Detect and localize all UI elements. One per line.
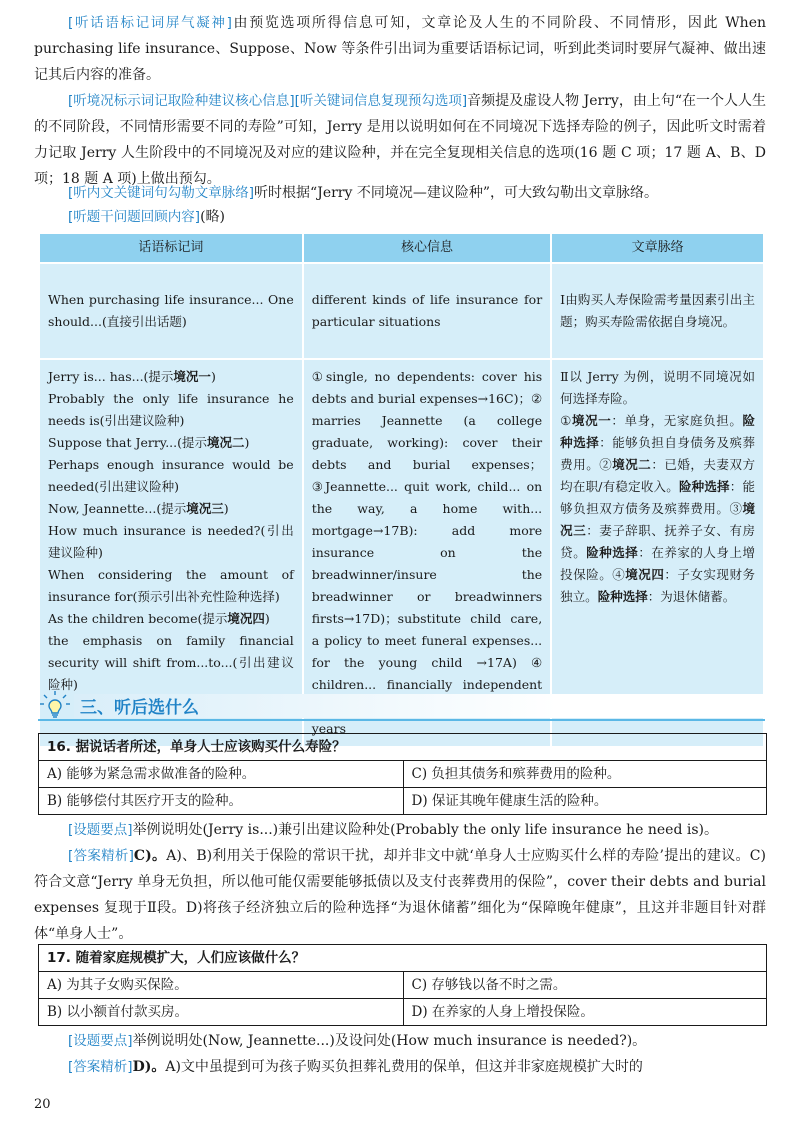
outline-num: ① bbox=[560, 413, 572, 428]
outline-situation: 境况四 bbox=[625, 567, 665, 582]
outline-policy-label: 险种选择 bbox=[678, 479, 730, 494]
paragraph-text: 举例说明处(Jerry is...)兼引出建议险种处(Probably the only life insurance he need is)。 bbox=[132, 822, 718, 838]
outline-text: ：已婚，夫妻双方均在职/有稳定收入。 bbox=[560, 457, 755, 494]
marker-situation: 境况四 bbox=[227, 611, 265, 626]
column-header: 核心信息 bbox=[303, 233, 551, 263]
column-header: 话语标记词 bbox=[39, 233, 303, 263]
table-cell-info: ①single, no dependents: cover his debts and burial expenses→16C)；② marries Jeannette (a college graduate, working): cover their debts and burial expenses；③Jeannette... quit work, child... on the way, a home with... mortgage→17B): add more insurance on the breadwinner/insure the breadwinner or breadwinners firsts→17D)；substitute child care, a policy to meet funeral expenses... for the young child →17A) ④ children... financially independent years bbox=[303, 359, 551, 747]
tag-label: [ 设题要点 ] bbox=[68, 1033, 133, 1049]
tag-label: [ 设题要点 ] bbox=[68, 822, 133, 838]
outline-policy-label: 险种选择 bbox=[597, 589, 648, 604]
options-row bbox=[39, 760, 766, 787]
tag-label: [ 听内文关键词句勾勒文章脉络 ] bbox=[68, 185, 254, 201]
outline-situation: 境况二 bbox=[612, 457, 652, 472]
option-c: C) 负担其债务和殡葬费用的险种。 bbox=[403, 761, 767, 787]
options-row bbox=[39, 971, 766, 998]
option-d: D) 保证其晚年健康生活的险种。 bbox=[403, 788, 767, 814]
page-number: 20 bbox=[34, 1097, 51, 1112]
marker-text: Probably the only life insurance he needs is(引出建议险种) bbox=[48, 391, 294, 428]
marker-text: Now, Jeannette...(提示 bbox=[48, 501, 187, 516]
outline-body bbox=[560, 410, 755, 608]
outline-num: ③ bbox=[729, 501, 743, 516]
intro-paragraph-3 bbox=[34, 180, 766, 206]
marker-situation: 境况一 bbox=[173, 369, 211, 384]
tag-label: [ 听境况标示词记取险种建议核心信息 ] bbox=[68, 93, 295, 109]
table-cell-outline: Ⅰ由购买人寿保险需考量因素引出主题；购买寿险需依据自身境况。 bbox=[551, 263, 764, 359]
column-header: 文章脉络 bbox=[551, 233, 764, 263]
intro-paragraph-2 bbox=[34, 88, 766, 192]
lightbulb-icon bbox=[38, 690, 72, 720]
question-stem-row bbox=[39, 734, 766, 760]
marker-item bbox=[48, 498, 294, 520]
marker-text-end: ) bbox=[223, 501, 229, 516]
intro-paragraph-4 bbox=[34, 204, 766, 230]
paragraph-text: A)、B)利用关于保险的常识干扰，却并非文中就‘单身人士应购买什么样的寿险’提出的建议。C) 符合文意“Jerry 单身无负担，所以他可能仅需要能够抵债以及支付丧葬费用的保险”，cover their debts and burial expenses 复现于Ⅱ段。D)将孩子经济独立后的险种选择“为退休储蓄”细化为“保障晚年健康”，且这并非题目针对群体“单身人士”。 bbox=[34, 848, 766, 942]
marker-item bbox=[48, 454, 294, 498]
paragraph-text: 听时根据“Jerry 不同境况—建议险种”，可大致勾勒出文章脉络。 bbox=[254, 185, 659, 201]
outline-list bbox=[560, 366, 755, 608]
marker-text: the emphasis on family financial security will shift from...to...(引出建议险种) bbox=[48, 633, 294, 692]
question-17-box bbox=[38, 944, 767, 1026]
marker-text-end: ) bbox=[210, 369, 216, 384]
marker-text: How much insurance is needed?(引出建议险种) bbox=[48, 523, 294, 560]
q16-key-point bbox=[34, 817, 766, 843]
outline-policy-text: ：在养家的人身上增投保险。 bbox=[560, 545, 755, 582]
tag-label: [ 答案精析 ] bbox=[68, 1059, 133, 1075]
q17-key-point bbox=[34, 1028, 766, 1054]
marker-item bbox=[48, 432, 294, 454]
paragraph-text: (略) bbox=[200, 209, 225, 225]
outline-num: ② bbox=[599, 457, 613, 472]
question-stem: 17. 随着家庭规模扩大，人们应该做什么？ bbox=[47, 950, 306, 966]
outline-situation: 境况三 bbox=[560, 501, 755, 538]
outline-num: ④ bbox=[612, 567, 626, 582]
tag-label: [ 听关键词信息复现预勾选项 ] bbox=[295, 93, 468, 109]
q17-answer-analysis bbox=[34, 1054, 766, 1080]
tag-label: [ 听话语标记词屏气凝神 ] bbox=[68, 15, 232, 31]
outline-policy-label: 险种选择 bbox=[560, 413, 755, 450]
section-underline bbox=[38, 719, 765, 721]
marker-item bbox=[48, 366, 294, 388]
options-row bbox=[39, 998, 766, 1025]
answer-letter: D)。 bbox=[132, 1059, 166, 1075]
marker-situation: 境况二 bbox=[207, 435, 245, 450]
question-stem: 16. 据说话者所述，单身人士应该购买什么寿险？ bbox=[47, 739, 346, 755]
outline-text: ：子女实现财务独立。 bbox=[560, 567, 755, 604]
outline-text: ：妻子辞职、抚养子女、有房贷。 bbox=[560, 523, 755, 560]
options-row bbox=[39, 787, 766, 814]
section-title: 三、听后选什么 bbox=[80, 698, 199, 718]
outline-policy-text: ：能够负担双方债务及殡葬费用。 bbox=[560, 479, 755, 516]
table-header-row bbox=[39, 233, 764, 263]
marker-item bbox=[48, 608, 294, 630]
marker-text-end: ) bbox=[244, 435, 250, 450]
marker-text: When considering the amount of insurance for(预示引出补充性险种选择) bbox=[48, 567, 294, 604]
outline-situation: 境况一 bbox=[572, 413, 612, 428]
outline-policy-text: ：为退休储蓄。 bbox=[647, 589, 736, 604]
answer-letter: C)。 bbox=[133, 848, 167, 864]
marker-text-end: ) bbox=[264, 611, 270, 626]
paragraph-text: 音频提及虚设人物 Jerry，由上句“在一个人人生的不同阶段，不同情形需要不同的寿险”可知，Jerry 是用以说明如何在不同境况下选择寿险的例子，因此听文时需着力记取 Jerry 人生阶段中的不同境况及对应的建议险种，并在完全复现相关信息的选项(16 题 C 项；17 题 A、B、D 项；18 题 A 项)上做出预勾。 bbox=[34, 93, 766, 187]
tag-label: [ 听题干问题回顾内容 ] bbox=[68, 209, 200, 225]
analysis-table bbox=[38, 232, 765, 748]
outline-text: ：单身，无家庭负担。 bbox=[611, 413, 743, 428]
marker-item bbox=[48, 520, 294, 564]
marker-text: Jerry is... has...(提示 bbox=[48, 369, 174, 384]
marker-list bbox=[48, 366, 294, 696]
marker-text: Perhaps enough insurance would be needed(引出建议险种) bbox=[48, 457, 294, 494]
intro-paragraph-1 bbox=[34, 10, 766, 88]
option-d: D) 在养家的人身上增投保险。 bbox=[403, 999, 767, 1025]
marker-text: Suppose that Jerry...(提示 bbox=[48, 435, 208, 450]
option-a: A) 能够为紧急需求做准备的险种。 bbox=[47, 766, 256, 782]
paragraph-text: 由预览选项所得信息可知，文章论及人生的不同阶段、不同情形，因此 When purchasing life insurance、Suppose、Now 等条件引出词为重要话语标记词，听到此类词时要屏气凝神、做出速记其后内容的准备。 bbox=[34, 15, 766, 83]
question-stem-row bbox=[39, 945, 766, 971]
marker-item bbox=[48, 630, 294, 696]
table-cell-outline bbox=[551, 359, 764, 747]
table-cell-markers: When purchasing life insurance... One should...(直接引出话题) bbox=[39, 263, 303, 359]
paragraph-text: 举例说明处(Now, Jeannette...)及设问处(How much insurance is needed?)。 bbox=[132, 1033, 647, 1049]
outline-intro: Ⅱ以 Jerry 为例，说明不同境况如何选择寿险。 bbox=[560, 369, 755, 406]
paragraph-text: A)文中虽提到可为孩子购买负担葬礼费用的保单，但这并非家庭规模扩大时的 bbox=[165, 1059, 643, 1075]
option-b: B) 以小额首付款买房。 bbox=[47, 1004, 188, 1020]
outline-policy-text: ：能够负担自身债务及殡葬费用。 bbox=[560, 435, 755, 472]
option-a: A) 为其子女购买保险。 bbox=[47, 977, 188, 993]
table-cell-info: different kinds of life insurance for particular situations bbox=[303, 263, 551, 359]
table-row bbox=[39, 359, 764, 747]
q16-answer-analysis bbox=[34, 843, 766, 947]
marker-item bbox=[48, 388, 294, 432]
section-header bbox=[38, 690, 765, 720]
marker-situation: 境况三 bbox=[186, 501, 224, 516]
table-cell-markers bbox=[39, 359, 303, 747]
option-c: C) 存够钱以备不时之需。 bbox=[403, 972, 767, 998]
table-row bbox=[39, 263, 764, 359]
outline-policy-label: 险种选择 bbox=[586, 545, 639, 560]
option-b: B) 能够偿付其医疗开支的险种。 bbox=[47, 793, 242, 809]
marker-text: As the children become(提示 bbox=[48, 611, 228, 626]
marker-item bbox=[48, 564, 294, 608]
tag-label: [ 答案精析 ] bbox=[68, 848, 134, 864]
question-16-box bbox=[38, 733, 767, 815]
